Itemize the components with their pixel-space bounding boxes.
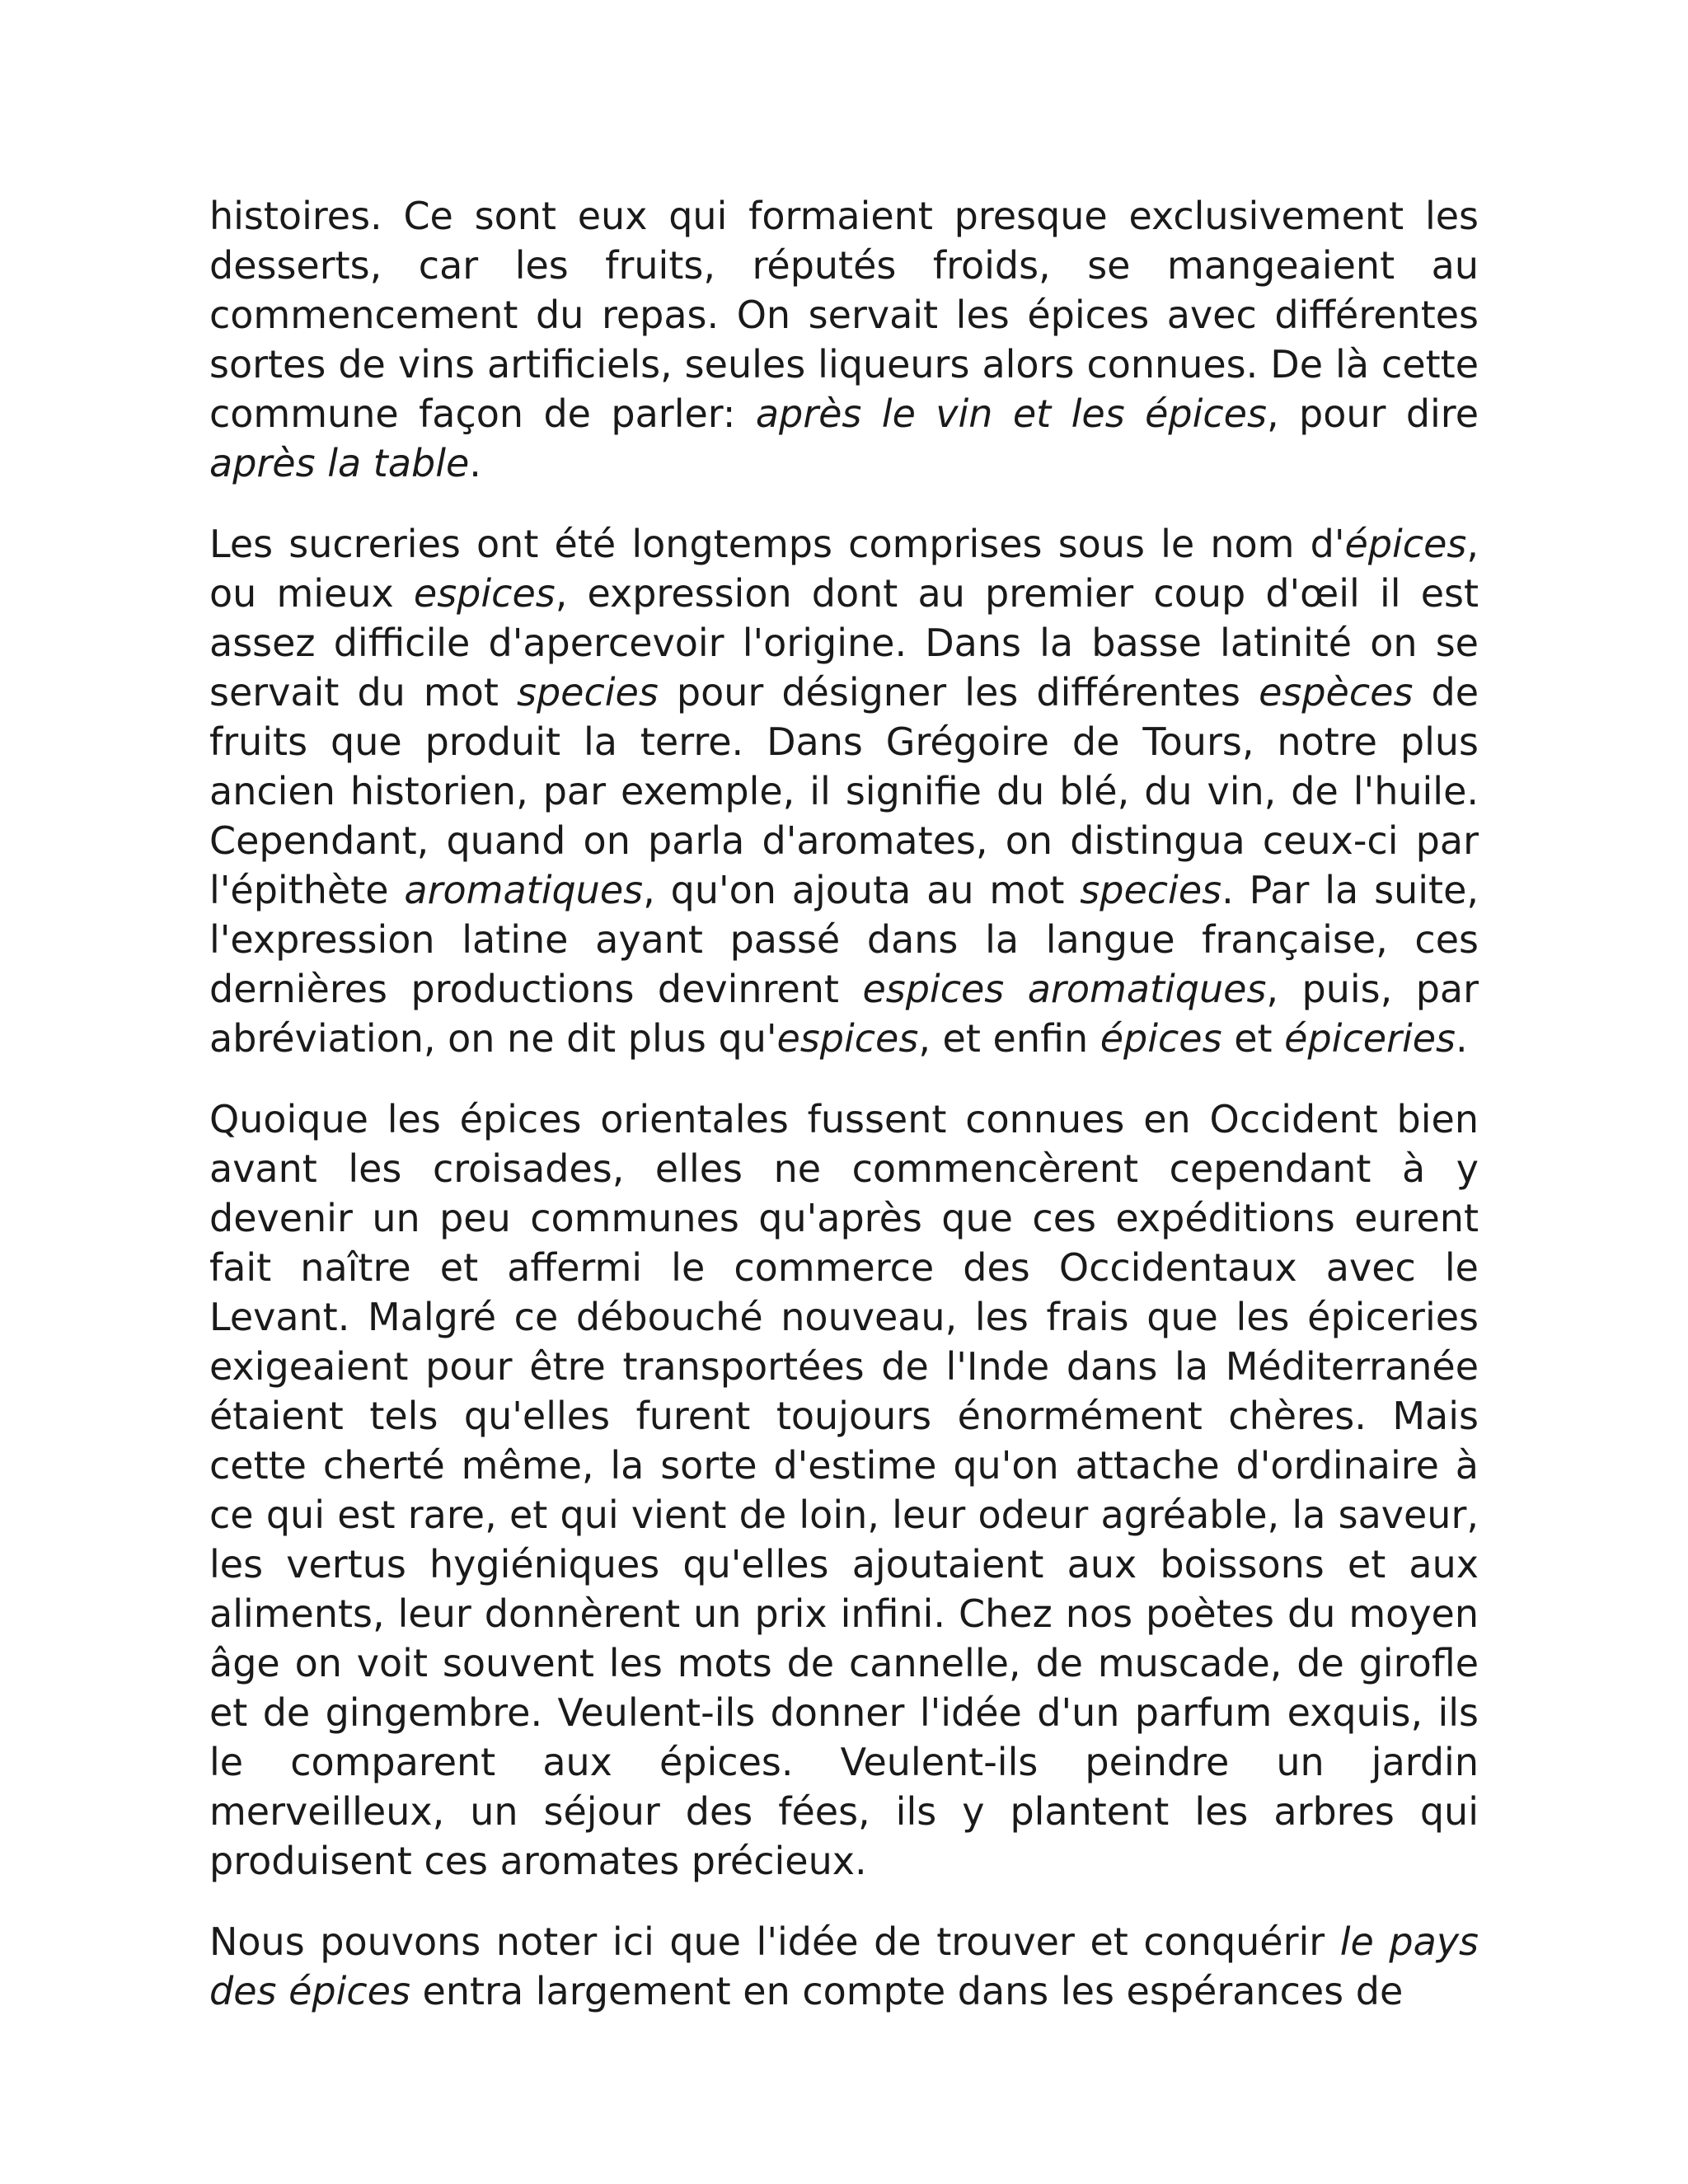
text-segment: Quoique les épices orientales fussent connues en Occident bien avant les croisades, elles ne commencèrent cependant à y devenir un peu communes qu'après que ces expéditions eurent fait naître et affermi le commerce des Occidentaux avec le Levant. Malgré ce débouché nouveau, les frais que les épiceries exigeaient pour être transportées de l'Inde dans la Méditerranée étaient tels qu'elles furent toujours énormément chères. Mais cette cherté même, la sorte d'estime qu'on attache d'ordinaire à ce qui est rare, et qui vient de loin, leur odeur agréable, la saveur, les vertus hygiéniques qu'elles ajoutaient aux boissons et aux aliments, leur donnèrent un prix infini. Chez nos poètes du moyen âge on voit souvent les mots de cannelle, de muscade, de girofle et de gingembre. Veulent-ils donner l'idée d'un parfum exquis, ils le comparent aux épices. Veulent-ils peindre un jardin merveilleux, un séjour des fées, ils y plantent les arbres qui produisent ces aromates précieux. (209, 1097, 1479, 1883)
italic-text: espices aromatiques (862, 967, 1267, 1011)
text-segment: de fruits que produit la terre. Dans Grégoire de Tours, notre plus ancien historien, par exemple, il signifie du blé, du vin, de l'huile. Cependant, quand on parla d'aromates, on distingua ceux-ci par l'épithète (209, 670, 1479, 912)
italic-text: espices (413, 571, 556, 616)
text-segment: Nous pouvons noter ici que l'idée de trouver et conquérir (209, 1919, 1340, 1964)
text-segment: et (1221, 1016, 1285, 1061)
text-segment: entra largement en compte dans les espérances de (410, 1969, 1404, 2013)
text-segment: , qu'on ajouta au mot (643, 868, 1081, 912)
text-segment: Les sucreries ont été longtemps comprises sous le nom d' (209, 522, 1345, 566)
italic-text: après le vin et les épices (755, 391, 1267, 436)
italic-text: aromatiques (404, 868, 644, 912)
italic-text: après la table (209, 441, 470, 485)
paragraph-1 (209, 191, 1479, 488)
italic-text: le pays des épices (209, 1919, 1479, 2013)
document-page (209, 191, 1479, 2016)
italic-text: épices (1100, 1016, 1222, 1061)
text-segment: , expression dont au premier coup d'œil il est assez difficile d'apercevoir l'origine. Dans la basse latinité on se servait du mot (209, 571, 1479, 715)
paragraph-2 (209, 519, 1479, 1063)
paragraph-4 (209, 1917, 1479, 2016)
italic-text: species (1080, 868, 1222, 912)
text-segment: , puis, par abréviation, on ne dit plus qu' (209, 967, 1479, 1061)
text-segment: , et enfin (918, 1016, 1100, 1061)
italic-text: épiceries (1284, 1016, 1456, 1061)
text-segment: pour désigner les différentes (658, 670, 1259, 715)
text-segment: . Par la suite, l'expression latine ayant passé dans la langue française, ces dernières productions devinrent (209, 868, 1479, 1011)
text-segment: histoires. Ce sont eux qui formaient presque exclusivement les desserts, car les fruits, réputés froids, se mangeaient au commencement du repas. On servait les épices avec différentes sortes de vins artificiels, seules liqueurs alors connues. De là cette commune façon de parler: (209, 194, 1479, 436)
italic-text: species (516, 670, 659, 715)
text-segment: , pour dire (1266, 391, 1479, 436)
text-segment: . (1456, 1016, 1468, 1061)
italic-text: espices (776, 1016, 919, 1061)
italic-text: espèces (1259, 670, 1414, 715)
text-segment: , ou mieux (209, 522, 1479, 616)
paragraph-3 (209, 1094, 1479, 1886)
italic-text: épices (1344, 522, 1467, 566)
text-segment: . (469, 441, 481, 485)
